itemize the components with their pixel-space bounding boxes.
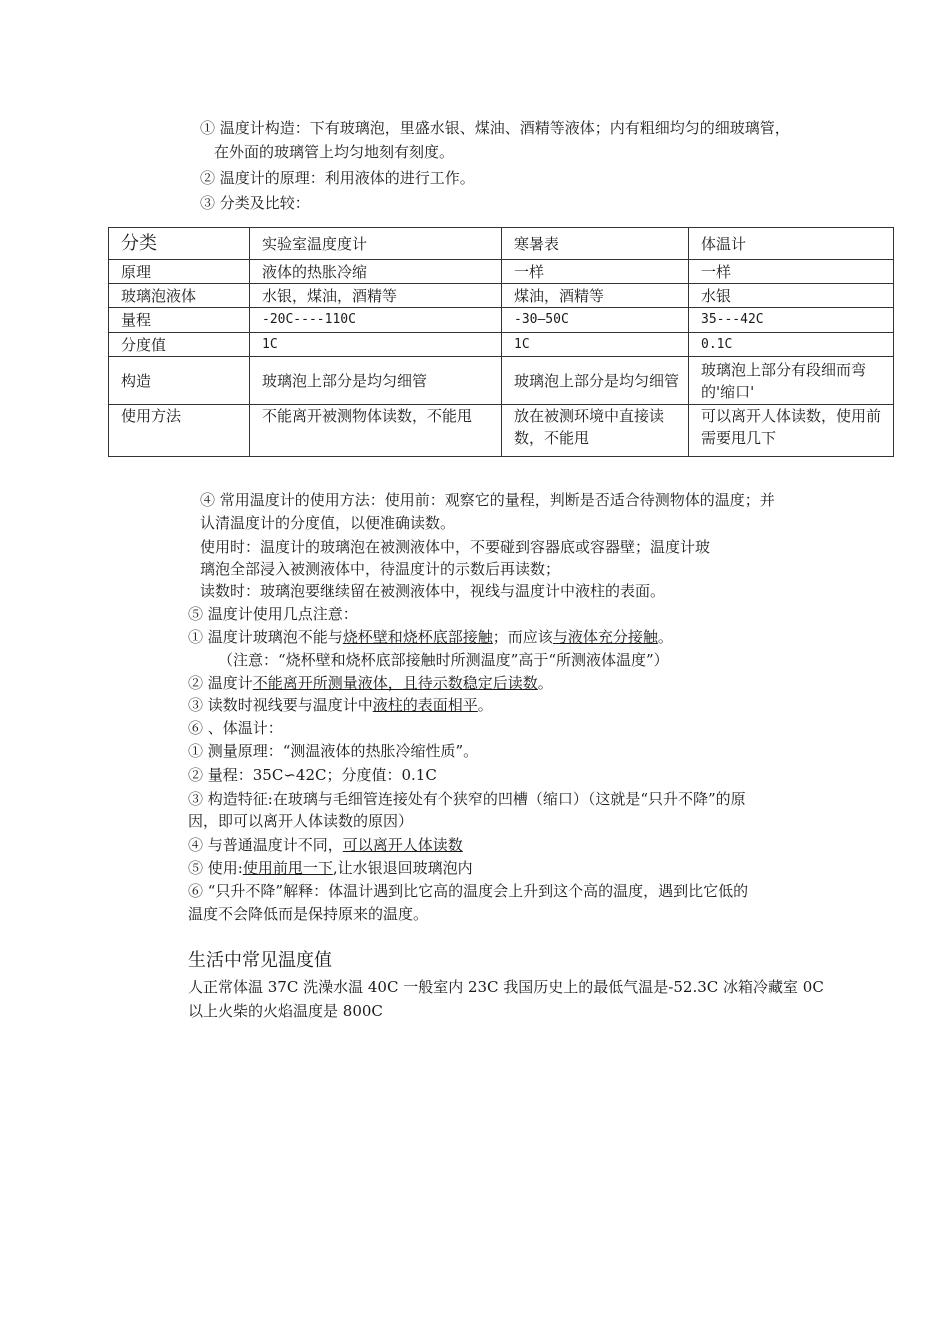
clinical-5-part: ,让水银退回玻璃泡内 xyxy=(332,859,473,877)
clinical-5-underline: 使用前甩一下 xyxy=(242,859,333,877)
table-cell: 玻璃泡上部分是均匀细管 xyxy=(502,357,689,405)
table-cell: 不能离开被测物体读数，不能甩 xyxy=(250,405,502,457)
note-1-remark: （注意：“烧杯壁和烧杯底部接触时所测温度”高于“所测液体温度”） xyxy=(218,651,669,669)
clinical-1: ① 测量原理：“测温液体的热胀冷缩性质”。 xyxy=(188,742,479,760)
note-2-part: 。 xyxy=(537,674,553,692)
usage-line2: 认清温度计的分度值，以便准确读数。 xyxy=(200,514,456,532)
notes-title: ⑤ 温度计使用几点注意： xyxy=(188,605,358,623)
note-1 xyxy=(188,626,673,648)
table-row-label: 构造 xyxy=(109,357,250,405)
table-header-cell: 实验室温度度计 xyxy=(250,228,502,260)
note-1-underline: 与液体充分接触 xyxy=(552,628,658,646)
usage-line1: ④ 常用温度计的使用方法：使用前：观察它的量程，判断是否适合待测物体的温度；并 xyxy=(200,491,775,509)
table-row xyxy=(109,405,894,457)
comparison-table xyxy=(108,227,894,457)
note-2-part: ② 温度计 xyxy=(188,674,253,692)
table-row-label: 使用方法 xyxy=(109,405,250,457)
table-cell: 玻璃泡上部分是均匀细管 xyxy=(250,357,502,405)
clinical-6-line1: ⑥ “只升不降”解释：体温计遇到比它高的温度会上升到这个高的温度，遇到比它低的 xyxy=(188,882,749,900)
table-header-cell: 分类 xyxy=(109,228,250,260)
table-cell: 1C xyxy=(502,333,689,357)
table-cell: 玻璃泡上部分有段细而弯的'缩口' xyxy=(689,357,894,405)
table-row xyxy=(109,260,894,284)
note-3-part: 。 xyxy=(477,696,493,714)
table-cell: 煤油，酒精等 xyxy=(502,284,689,308)
table-row-label: 原理 xyxy=(109,260,250,284)
clinical-6-line2: 温度不会降低而是保持原来的温度。 xyxy=(188,905,429,923)
usage-line5: 读数时：玻璃泡要继续留在被测液体中，视线与温度计中液柱的表面。 xyxy=(200,582,666,600)
table-cell: 液体的热胀冷缩 xyxy=(250,260,502,284)
table-cell: 水银，煤油，酒精等 xyxy=(250,284,502,308)
table-row xyxy=(109,284,894,308)
clinical-4 xyxy=(188,834,463,856)
common-line1: 人正常体温 37C 洗澡水温 40C 一般室内 23C 我国历史上的最低气温是-52.3C 冰箱冷藏室 0C xyxy=(188,978,824,996)
table-row-label: 分度值 xyxy=(109,333,250,357)
clinical-5 xyxy=(188,857,473,879)
note-3-part: ③ 读数时视线要与温度计中 xyxy=(188,696,373,714)
table-cell: 一样 xyxy=(689,260,894,284)
table-cell: 35---42C xyxy=(689,308,894,333)
table-cell: 水银 xyxy=(689,284,894,308)
note-1-part: 。 xyxy=(657,628,673,646)
intro-classification: ③ 分类及比较： xyxy=(200,194,310,212)
clinical-2: ② 量程：35C∽42C；分度值：0.1C xyxy=(188,766,437,784)
table-row-label: 量程 xyxy=(109,308,250,333)
table-header-cell: 寒暑表 xyxy=(502,228,689,260)
table-cell: -30—50C xyxy=(502,308,689,333)
clinical-4-underline: 可以离开人体读数 xyxy=(342,836,463,854)
note-1-part: ① 温度计玻璃泡不能与 xyxy=(188,628,343,646)
note-1-part: ；而应该 xyxy=(492,628,553,646)
common-line2: 以上火柴的火焰温度是 800C xyxy=(188,1002,383,1020)
clinical-4-part: ④ 与普通温度计不同， xyxy=(188,836,343,854)
note-2-underline: 不能离开所测量液体，且待示数稳定后读数 xyxy=(252,674,538,692)
intro-construction-line2: 在外面的玻璃管上均匀地刻有刻度。 xyxy=(214,143,455,161)
clinical-title: ⑥ 、体温计： xyxy=(188,719,283,737)
clinical-3-line1: ③ 构造特征:在玻璃与毛细管连接处有个狭窄的凹槽（缩口）（这就是“只升不降”的原 xyxy=(188,790,746,808)
table-row xyxy=(109,333,894,357)
note-2 xyxy=(188,672,553,694)
intro-construction-line1: ① 温度计构造：下有玻璃泡，里盛水银、煤油、酒精等液体；内有粗细均匀的细玻璃管， xyxy=(200,119,790,137)
table-header-row xyxy=(109,228,894,260)
table-row xyxy=(109,357,894,405)
table-header-cell: 体温计 xyxy=(689,228,894,260)
table-row-label: 玻璃泡液体 xyxy=(109,284,250,308)
usage-line4: 璃泡全部浸入被测液体中，待温度计的示数后再读数； xyxy=(200,560,561,578)
table-row xyxy=(109,308,894,333)
note-3 xyxy=(188,694,493,716)
usage-line3: 使用时：温度计的玻璃泡在被测液体中，不要碰到容器底或容器壁；温度计玻 xyxy=(200,538,711,556)
table-cell: 0.1C xyxy=(689,333,894,357)
intro-principle: ② 温度计的原理：利用液体的进行工作。 xyxy=(200,169,475,187)
table-cell: -20C----110C xyxy=(250,308,502,333)
clinical-3-line2: 因，即可以离开人体读数的原因） xyxy=(188,812,414,830)
note-3-underline: 液柱的表面相平 xyxy=(372,696,478,714)
table-cell: 放在被测环境中直接读数，不能甩 xyxy=(502,405,689,457)
note-1-underline: 烧杯壁和烧杯底部接触 xyxy=(342,628,493,646)
clinical-5-part: ⑤ 使用: xyxy=(188,859,243,877)
table-cell: 可以离开人体读数，使用前需要甩几下 xyxy=(689,405,894,457)
table-cell: 一样 xyxy=(502,260,689,284)
table-cell: 1C xyxy=(250,333,502,357)
common-heading: 生活中常见温度值 xyxy=(188,950,332,971)
